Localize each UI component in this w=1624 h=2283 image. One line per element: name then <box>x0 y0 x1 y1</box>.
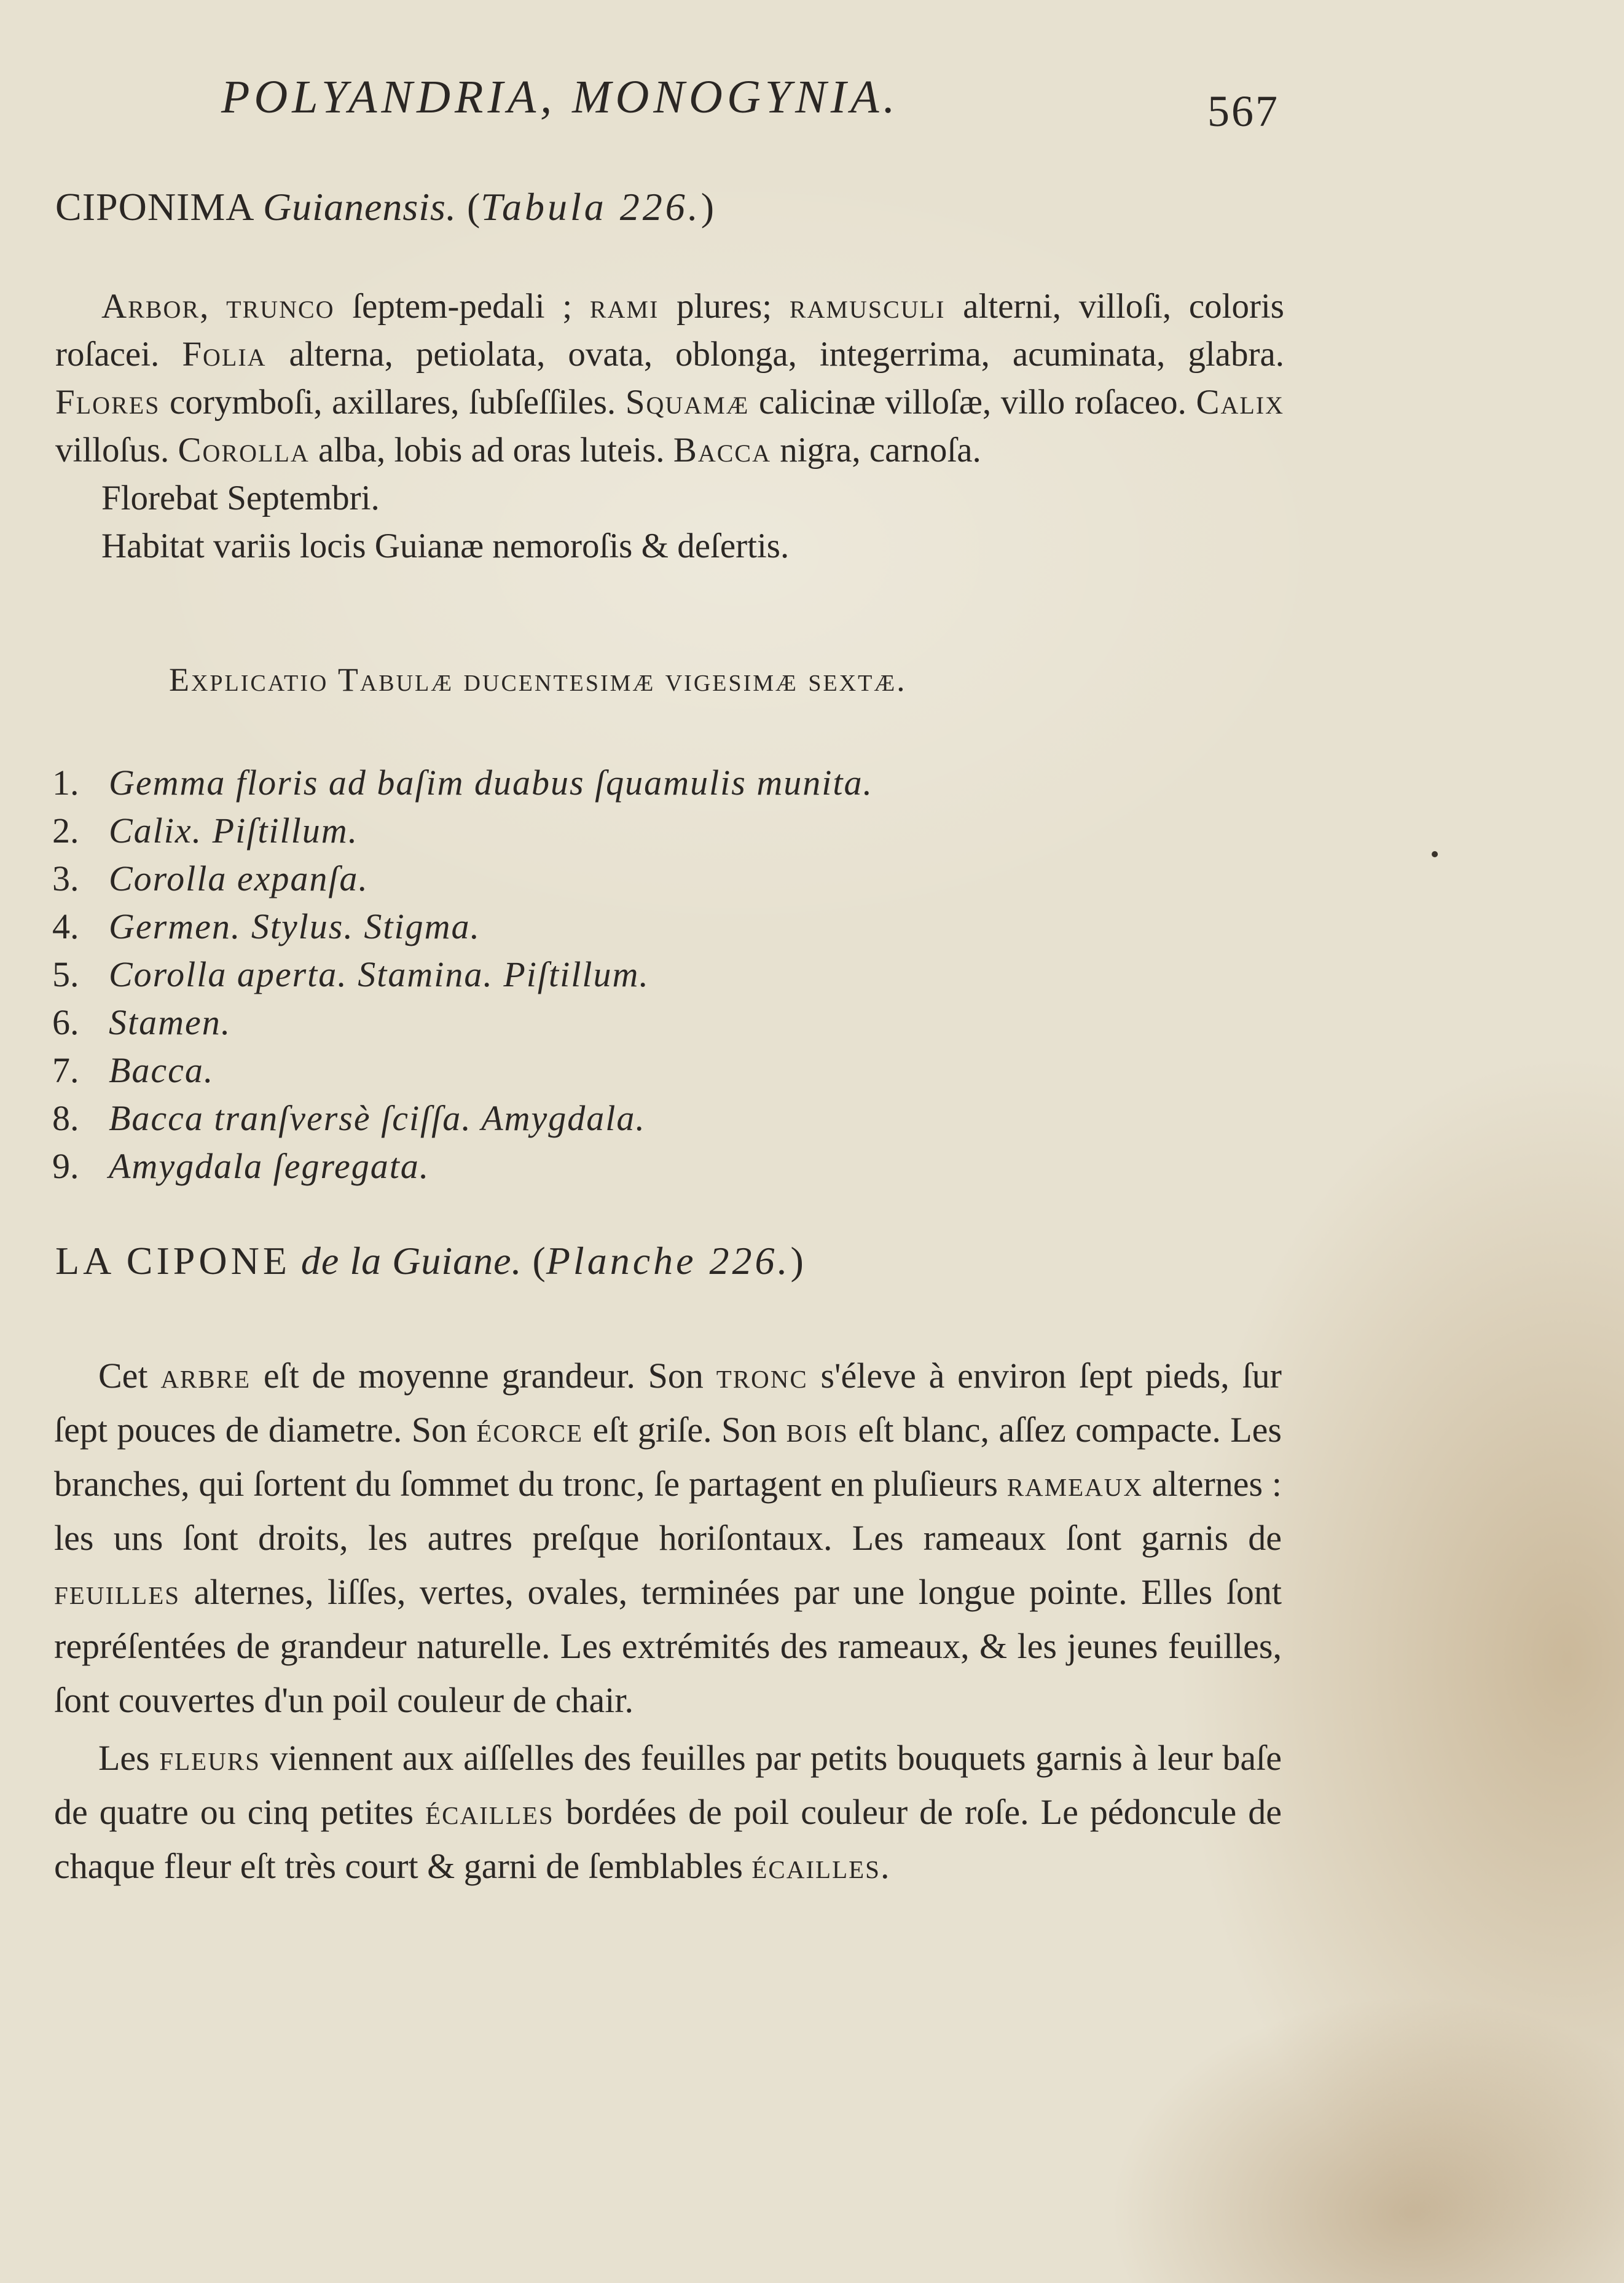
text-run: alba, lobis ad oras luteis. <box>309 431 673 470</box>
french-paragraph <box>54 1731 1282 1893</box>
figure-number: 4. <box>52 906 79 946</box>
text-run: plures; <box>659 287 790 326</box>
text-run: , <box>200 287 227 326</box>
list-item <box>52 903 873 951</box>
latin-genus-name: CIPONIMA <box>55 185 253 229</box>
term-calix: Calix <box>1196 383 1284 422</box>
latin-heading <box>55 184 715 230</box>
text-run: eſt blanc, aſſez compacte. Les branches, qui ſortent du ſommet du tronc, ſe partagent en pluſieurs <box>54 1410 1282 1504</box>
figure-number: 5. <box>52 954 79 994</box>
text-run: eſt griſe. Son <box>583 1410 787 1450</box>
figure-caption: Bacca. <box>109 1050 214 1090</box>
plate-explanation-heading: Explicatio Tabulæ ducentesimæ vigesimæ sextæ. <box>169 661 907 698</box>
list-item <box>52 855 873 903</box>
ink-speck <box>1432 851 1438 857</box>
term-fleurs: fleurs <box>159 1738 261 1778</box>
figure-number: 9. <box>52 1146 79 1186</box>
habitat-line: Habitat variis locis Guianæ nemoroſis & deſertis. <box>101 527 790 565</box>
term-arbre: arbre <box>160 1356 251 1396</box>
french-paragraph <box>54 1349 1282 1727</box>
list-item <box>52 759 873 807</box>
text-run: s'éleve à environ ſept pieds, ſur ſept pouces de diametre. Son <box>54 1356 1282 1450</box>
text-run: . <box>880 1846 890 1886</box>
text-run: alterni, villoſi, coloris roſacei. <box>55 287 1284 374</box>
text-run: nigra, carnoſa. <box>771 431 981 470</box>
latin-paragraph <box>55 283 1284 474</box>
tabula-reference: Tabula 226. <box>481 185 701 229</box>
text-run: alternes, liſſes, vertes, ovales, terminées par une longue pointe. Elles ſont repréſentées de grandeur naturelle. Les extrémités des rameaux, & les jeunes feuilles, ſont couvertes d'un poil couleur de chair. <box>54 1572 1282 1720</box>
list-item <box>52 999 873 1047</box>
figure-number: 2. <box>52 811 79 851</box>
term-bacca: Bacca <box>673 431 771 470</box>
text-run: eſt de moyenne grandeur. Son <box>251 1356 716 1396</box>
text-run: Cet <box>98 1356 161 1396</box>
french-plant-name: LA CIPONE <box>55 1239 291 1283</box>
latin-species-name: Guianensis. <box>262 185 457 229</box>
figure-number: 3. <box>52 859 79 898</box>
text-run: calicinæ villoſæ, villo roſaceo. <box>749 383 1196 422</box>
figure-caption: Stamen. <box>109 1002 232 1042</box>
text-run: alterna, petiolata, ovata, oblonga, integerrima, acuminata, glabra. <box>266 335 1284 374</box>
tabula-close-paren: ) <box>700 185 715 229</box>
term-ecailles: écailles <box>425 1792 554 1832</box>
french-heading <box>55 1238 804 1284</box>
figure-caption: Bacca tranſversè ſciſſa. Amygdala. <box>109 1098 646 1138</box>
term-corolla: Corolla <box>178 431 310 470</box>
list-item <box>52 1047 873 1094</box>
figure-number: 7. <box>52 1050 79 1090</box>
term-arbor: Arbor <box>101 287 200 326</box>
flowering-line: Florebat Septembri. <box>101 479 380 517</box>
page-number: 567 <box>1207 87 1279 136</box>
figure-number: 6. <box>52 1002 79 1042</box>
list-item <box>52 807 873 855</box>
french-location: de la Guiane. <box>300 1239 522 1283</box>
text-run: Les <box>98 1738 160 1778</box>
term-squamae: Squamæ <box>625 383 750 422</box>
running-head: POLYANDRIA, MONOGYNIA. <box>221 71 900 123</box>
term-trunco: trunco <box>226 287 335 326</box>
list-item <box>52 1094 873 1142</box>
figure-caption: Germen. Stylus. Stigma. <box>109 906 481 946</box>
tabula-open-paren: ( <box>466 185 481 229</box>
text-run: bordées de poil couleur de roſe. Le pédoncule de chaque fleur eſt très court & garni de ſemblables <box>54 1792 1282 1886</box>
term-tronc: tronc <box>716 1356 808 1396</box>
term-rami: rami <box>589 287 659 326</box>
figure-number: 1. <box>52 763 79 803</box>
french-description <box>54 1349 1282 1897</box>
term-flores: Flores <box>55 383 160 422</box>
text-run: villoſus. <box>55 431 178 470</box>
list-item <box>52 951 873 999</box>
figure-number: 8. <box>52 1098 79 1138</box>
figure-caption: Amygdala ſegregata. <box>109 1146 430 1186</box>
figure-caption: Corolla aperta. Stamina. Piſtillum. <box>109 954 649 994</box>
planche-reference: Planche 226. <box>546 1239 791 1283</box>
text-run: ſeptem-pedali ; <box>334 287 590 326</box>
latin-description <box>55 283 1284 570</box>
text-run: viennent aux aiſſelles des feuilles par petits bouquets garnis à leur baſe de quatre ou cinq petites <box>54 1738 1282 1832</box>
term-ecailles: écailles <box>751 1846 881 1886</box>
term-ramusculi: ramusculi <box>789 287 946 326</box>
term-rameaux: rameaux <box>1006 1464 1143 1504</box>
term-folia: Folia <box>182 335 267 374</box>
term-feuilles: feuilles <box>54 1572 181 1612</box>
planche-open-paren: ( <box>532 1239 546 1283</box>
list-item <box>52 1142 873 1190</box>
figure-caption: Corolla expanſa. <box>109 859 369 898</box>
figure-caption: Gemma floris ad baſim duabus ſquamulis munita. <box>109 763 873 803</box>
text-run: alternes : les uns ſont droits, les autres preſque horiſontaux. Les rameaux ſont garnis de <box>54 1464 1282 1558</box>
term-ecorce: écorce <box>476 1410 584 1450</box>
text-run: corymboſi, axillares, ſubſeſſiles. <box>160 383 626 422</box>
plate-figure-list <box>52 759 873 1190</box>
figure-caption: Calix. Piſtillum. <box>109 811 359 851</box>
planche-close-paren: ) <box>790 1239 804 1283</box>
term-bois: bois <box>786 1410 849 1450</box>
